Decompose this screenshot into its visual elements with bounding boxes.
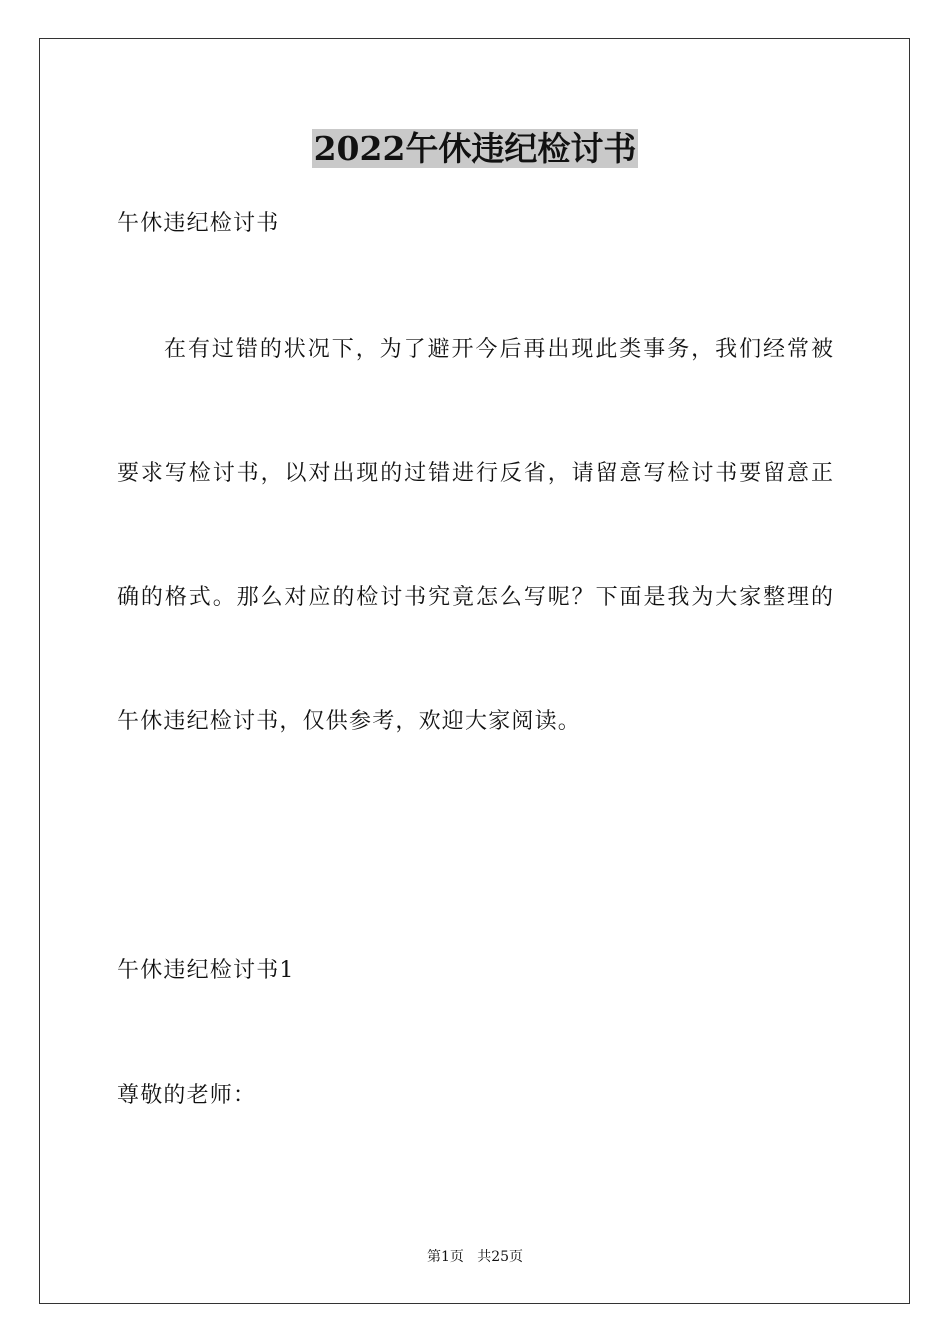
document-title	[0, 127, 950, 171]
document-subtitle: 午休违纪检讨书	[117, 211, 280, 236]
section-heading: 午休违纪检讨书1	[117, 958, 295, 983]
intro-line-3: 确的格式。那么对应的检讨书究竟怎么写呢？下面是我为大家整理的	[117, 585, 833, 610]
page-footer: 第1页 共25页	[426, 1249, 524, 1265]
document-title-text: 2022午休违纪检讨书	[313, 129, 637, 168]
salutation: 尊敬的老师：	[117, 1083, 257, 1108]
intro-line-2: 要求写检讨书，以对出现的过错进行反省，请留意写检讨书要留意正	[117, 461, 833, 486]
intro-line-4: 午休违纪检讨书，仅供参考，欢迎大家阅读。	[117, 709, 582, 734]
intro-line-1: 在有过错的状况下，为了避开今后再出现此类事务，我们经常被	[164, 337, 833, 362]
